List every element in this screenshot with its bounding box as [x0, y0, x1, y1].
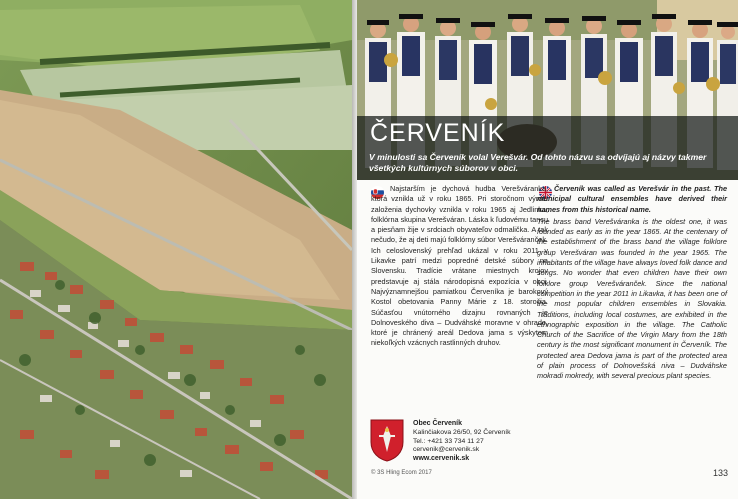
article-subtitle: V minulosti sa Červeník volal Verešvár. Od tohto názvu sa odvíjajú aj názvy takmer všetkých kultúrnych súborov v obci.	[369, 152, 707, 173]
aerial-village-photo	[0, 0, 352, 499]
right-page	[357, 0, 738, 499]
english-paragraph: The brass band Verešváranka is the oldest one, it was founded as early as in the year 1865. At the centenary of the establishment of the brass band the village folklore group Verešváran was founded in the year 1965. The inhabitants of the village have always loved folk dance and songs. No wonder that even children have their own folklore group Verešváranček. Since the national competition in the year 2011 in Likavka, it has been one of the most popular children ensembles in Slovakia. Traditions, including local costumes, are exhibited in the ethnographic exposition in the village. The Catholic Church of the Sacrifice of the Virgin Mary from the 18th century is the most significant monument in Červeník. The protected area Dedova jama is part of the protected area of plain process of Dolnovešská niva – Dudváhske mokradi mokredy, with several precious plant species.	[537, 216, 727, 381]
english-lead: Červeník was called as Verešvár in the past. The municipal cultural ensembles have derived their names from this historical name.	[537, 184, 727, 214]
contact-address: Kalinčiakova 26/50, 92 Červeník	[413, 428, 511, 436]
copyright-footer: © 3S Hling Ecom 2017	[371, 470, 432, 476]
page-number: 133	[712, 468, 728, 478]
article-title: ČERVENÍK	[370, 119, 506, 147]
contact-web[interactable]: www.cervenik.sk	[413, 455, 470, 463]
english-text-column	[537, 184, 727, 382]
contact-name: Obec Červeník	[413, 420, 463, 427]
coat-of-arms-icon	[369, 418, 405, 462]
contact-email[interactable]: cervenik@cervenik.sk	[413, 446, 480, 454]
slovak-text-column	[371, 184, 548, 349]
slovak-paragraph: Najstarším je dychová hudba Verešváranka, ktorá vznikla už v roku 1865. Pri storočnom výročí založenia dychovky vznikla v roku 1965 aj Jedlinka, folklórna skupina Verešváran. Láska k ľudovému tancu a piesňam žije v srdciach obyvateľov odmalička. A tak nečudo, že aj deti majú folklórny súbor Verešváranček. Ich celoslovenský prehľad ukázal v roku 2011 v Likavke patrí medzi popredné detské súbory na Slovensku. Tradície vrátane miestnych krojov predstavuje aj stála národopisná expozícia v obci. Najvýznamnejšou pamiatkou Červeníka je barokový Kostol obetovania Panny Márie z 18. storočia. Súčasťou vnútorného dizajnu rovnaných je Dolnoveského diva – Dudváhské moravne v ohrade, ktoré je chránený areál Dedova jama s výskytom niekoľkých vzácnych rastlinných druhov.	[371, 184, 548, 348]
contact-block	[413, 420, 510, 464]
contact-phone: Tel.: +421 33 734 11 27	[413, 437, 484, 445]
